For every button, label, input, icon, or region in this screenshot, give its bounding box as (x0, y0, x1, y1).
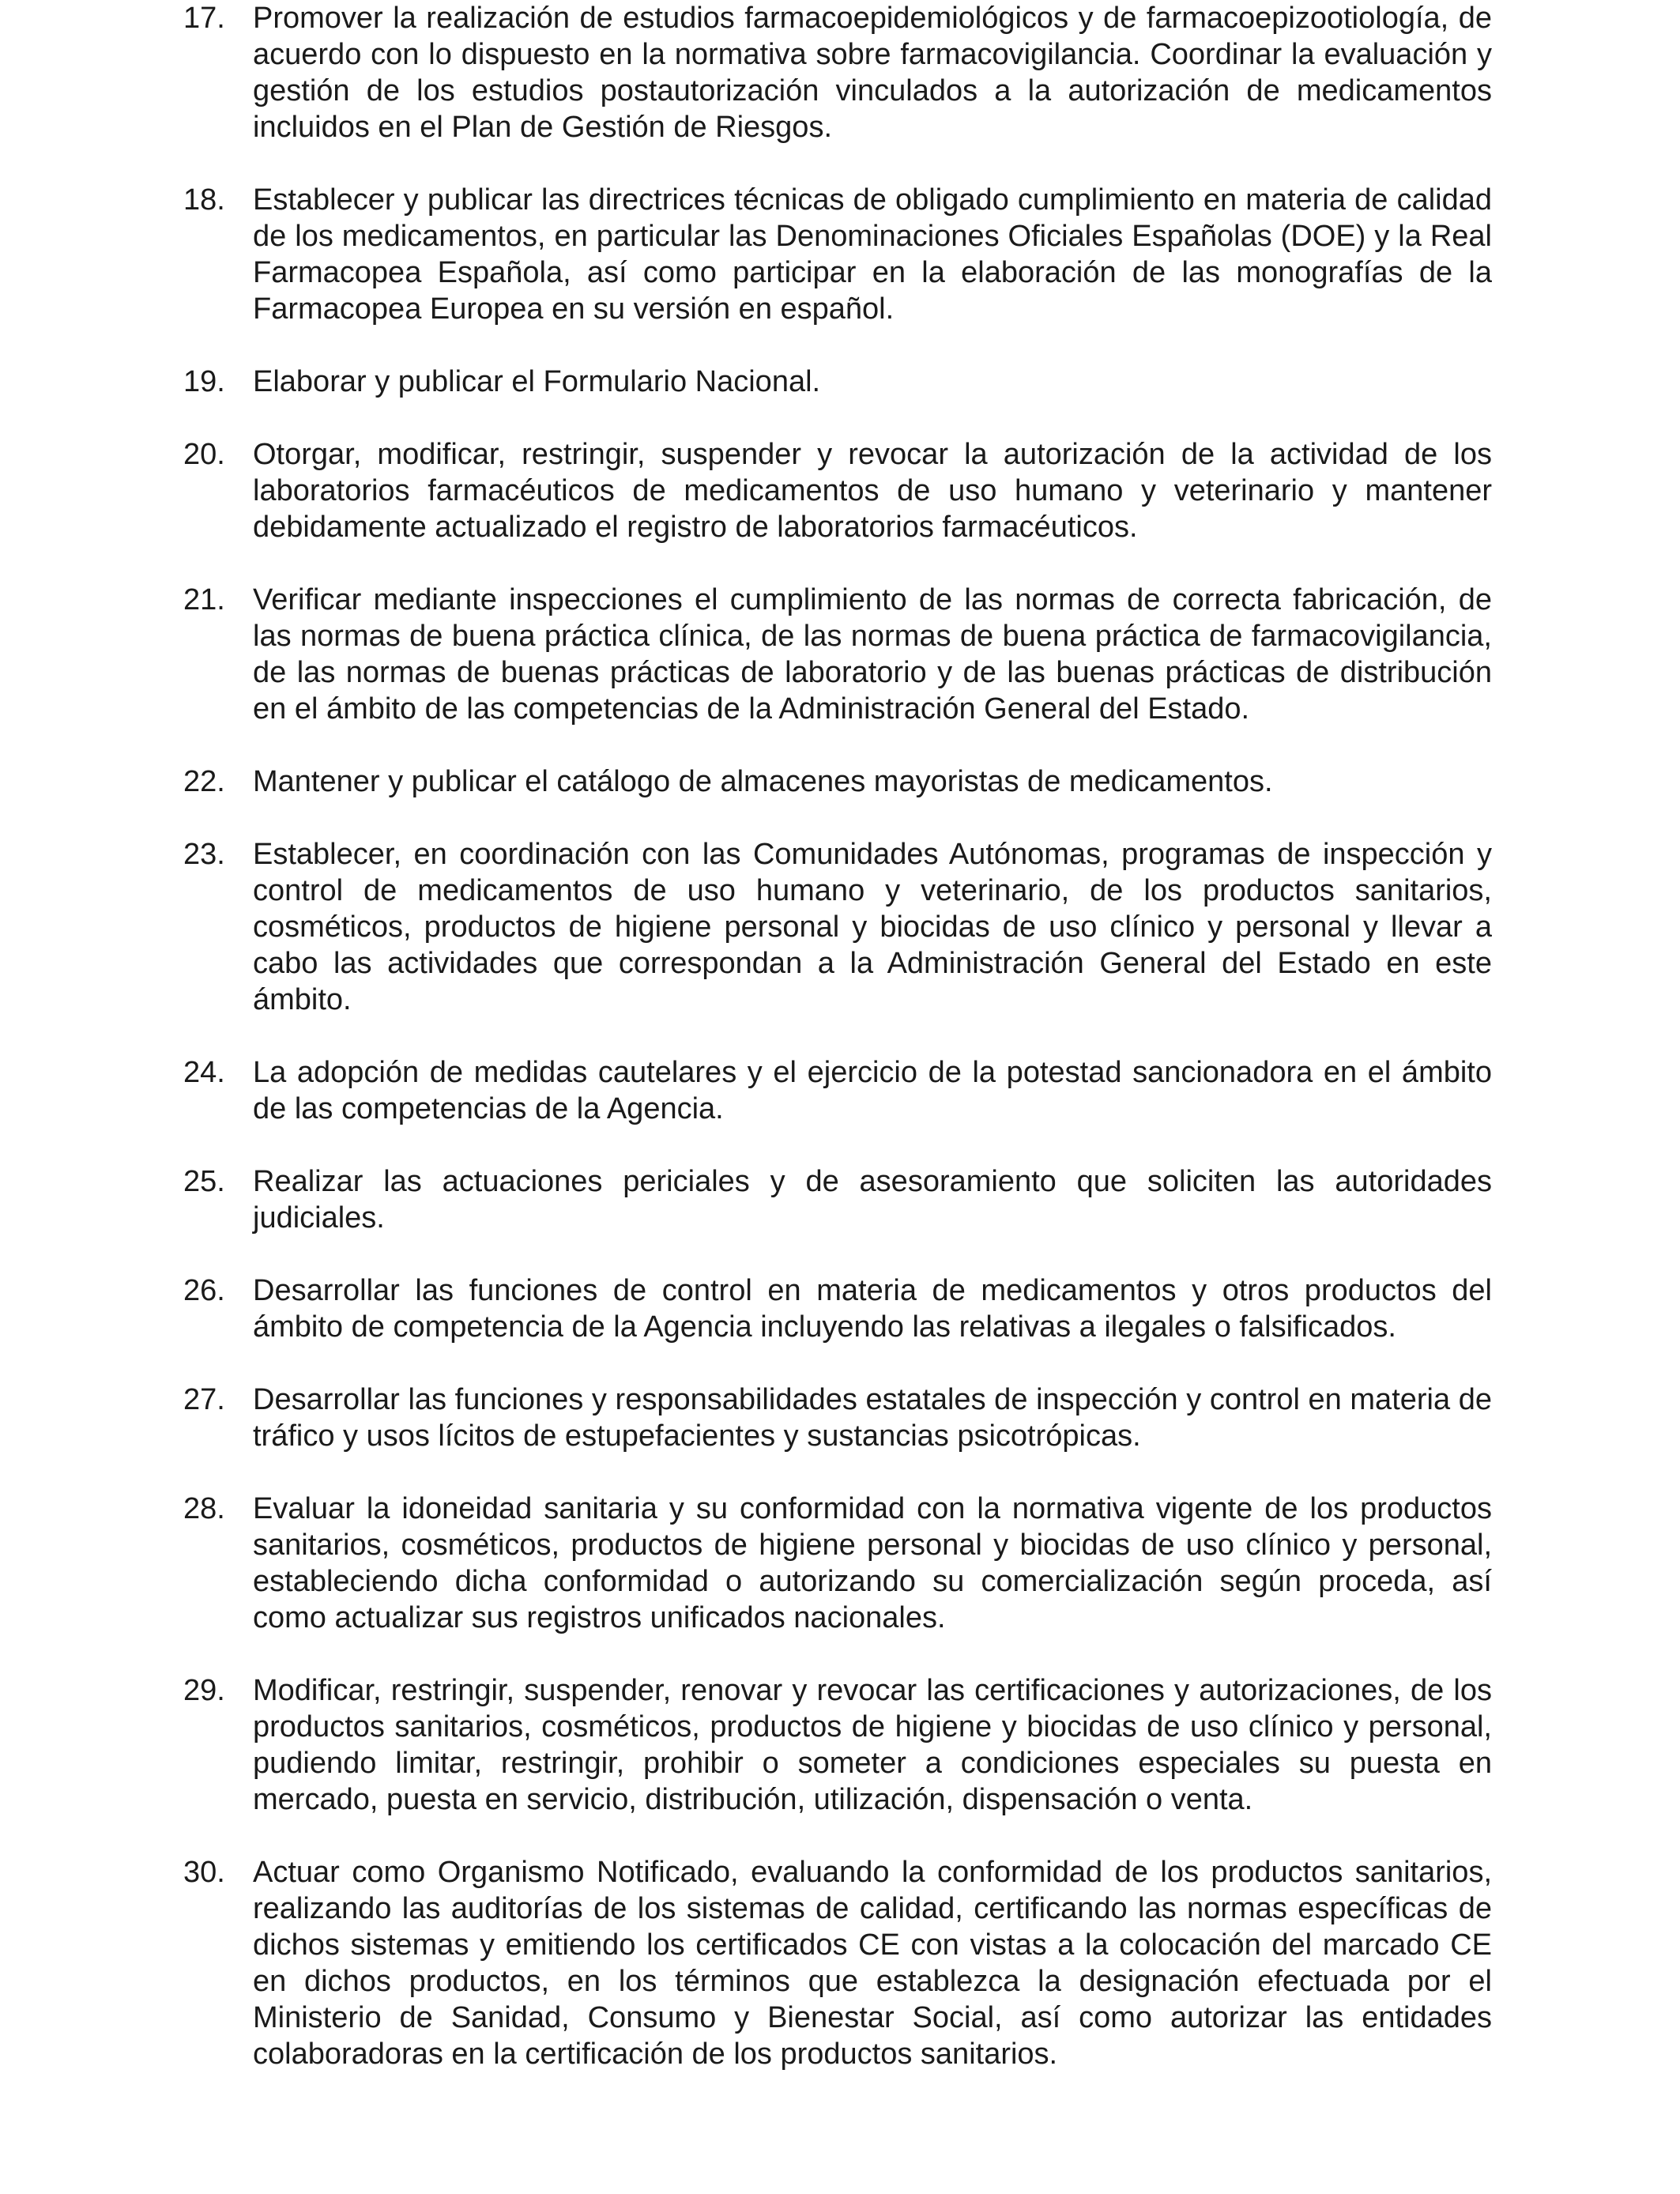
item-text: Desarrollar las funciones y responsabilidades estatales de inspección y control en materia de tráfico y usos lícitos de estupefacientes y sustancias psicotrópicas. (253, 1383, 1492, 1453)
item-text: Desarrollar las funciones de control en materia de medicamentos y otros productos del ámbito de competencia de la Agencia incluyendo las relativas a ilegales o falsificados. (253, 1274, 1492, 1344)
list-item (183, 836, 1492, 1018)
list-item (183, 0, 1492, 145)
item-number: 30. (183, 1856, 225, 1889)
item-number: 19. (183, 365, 225, 398)
item-number: 27. (183, 1383, 225, 1416)
item-text: Establecer, en coordinación con las Comunidades Autónomas, programas de inspección y control de medicamentos de uso humano y veterinario, de los productos sanitarios, cosméticos, productos de higiene personal y biocidas de uso clínico y personal y llevar a cabo las actividades que correspondan a la Administración General del Estado en este ámbito. (253, 838, 1492, 1016)
item-text: Elaborar y publicar el Formulario Nacional. (253, 365, 821, 398)
list-item (183, 1163, 1492, 1236)
item-text: Evaluar la idoneidad sanitaria y su conformidad con la normativa vigente de los productos sanitarios, cosméticos, productos de higiene personal y biocidas de uso clínico y personal, estableciendo dicha conformidad o autorizando su comercialización según proceda, así como actualizar sus registros unificados nacionales. (253, 1492, 1492, 1634)
item-number: 18. (183, 183, 225, 217)
item-number: 20. (183, 438, 225, 471)
list-item (183, 1854, 1492, 2072)
item-text: Verificar mediante inspecciones el cumplimiento de las normas de correcta fabricación, de las normas de buena práctica clínica, de las normas de buena práctica de farmacovigilancia, de las normas de buenas prácticas de laboratorio y de las buenas prácticas de distribución en el ámbito de las competencias de la Administración General del Estado. (253, 583, 1492, 726)
item-text: Actuar como Organismo Notificado, evaluando la conformidad de los productos sanitarios, realizando las auditorías de los sistemas de calidad, certificando las normas específicas de dichos sistemas y emitiendo los certificados CE con vistas a la colocación del marcado CE en dichos productos, en los términos que establezca la designación efectuada por el Ministerio de Sanidad, Consumo y Bienestar Social, así como autorizar las entidades colaboradoras en la certificación de los productos sanitarios. (253, 1856, 1492, 2071)
list-item (183, 1491, 1492, 1636)
item-text: Promover la realización de estudios farmacoepidemiológicos y de farmacoepizootiología, de acuerdo con lo dispuesto en la normativa sobre farmacovigilancia. Coordinar la evaluación y gestión de los estudios postautorización vinculados a la autorización de medicamentos incluidos en el Plan de Gestión de Riesgos. (253, 2, 1492, 144)
list-item (183, 1054, 1492, 1127)
list-item (183, 182, 1492, 327)
numbered-list (183, 0, 1492, 2072)
item-number: 23. (183, 838, 225, 871)
item-text: La adopción de medidas cautelares y el ejercicio de la potestad sancionadora en el ámbito de las competencias de la Agencia. (253, 1056, 1492, 1125)
list-item (183, 1382, 1492, 1454)
item-number: 26. (183, 1274, 225, 1307)
list-item (183, 436, 1492, 545)
list-item (183, 364, 1492, 400)
item-number: 21. (183, 583, 225, 616)
list-item (183, 1672, 1492, 1818)
item-text: Realizar las actuaciones periciales y de asesoramiento que soliciten las autoridades judiciales. (253, 1165, 1492, 1235)
item-text: Mantener y publicar el catálogo de almacenes mayoristas de medicamentos. (253, 765, 1273, 798)
item-number: 28. (183, 1492, 225, 1525)
item-number: 24. (183, 1056, 225, 1089)
list-item (183, 582, 1492, 727)
list-item (183, 763, 1492, 800)
item-number: 25. (183, 1165, 225, 1198)
item-text: Establecer y publicar las directrices técnicas de obligado cumplimiento en materia de calidad de los medicamentos, en particular las Denominaciones Oficiales Españolas (DOE) y la Real Farmacopea Española, así como participar en la elaboración de las monografías de la Farmacopea Europea en su versión en español. (253, 183, 1492, 326)
item-number: 17. (183, 2, 225, 35)
item-number: 29. (183, 1674, 225, 1707)
item-text: Otorgar, modificar, restringir, suspender y revocar la autorización de la actividad de los laboratorios farmacéuticos de medicamentos de uso humano y veterinario y mantener debidamente actualizado el registro de laboratorios farmacéuticos. (253, 438, 1492, 544)
item-text: Modificar, restringir, suspender, renovar y revocar las certificaciones y autorizaciones, de los productos sanitarios, cosméticos, productos de higiene y biocidas de uso clínico y personal, pudiendo limitar, restringir, prohibir o someter a condiciones especiales su puesta en mercado, puesta en servicio, distribución, utilización, dispensación o venta. (253, 1674, 1492, 1816)
list-item (183, 1272, 1492, 1345)
item-number: 22. (183, 765, 225, 798)
